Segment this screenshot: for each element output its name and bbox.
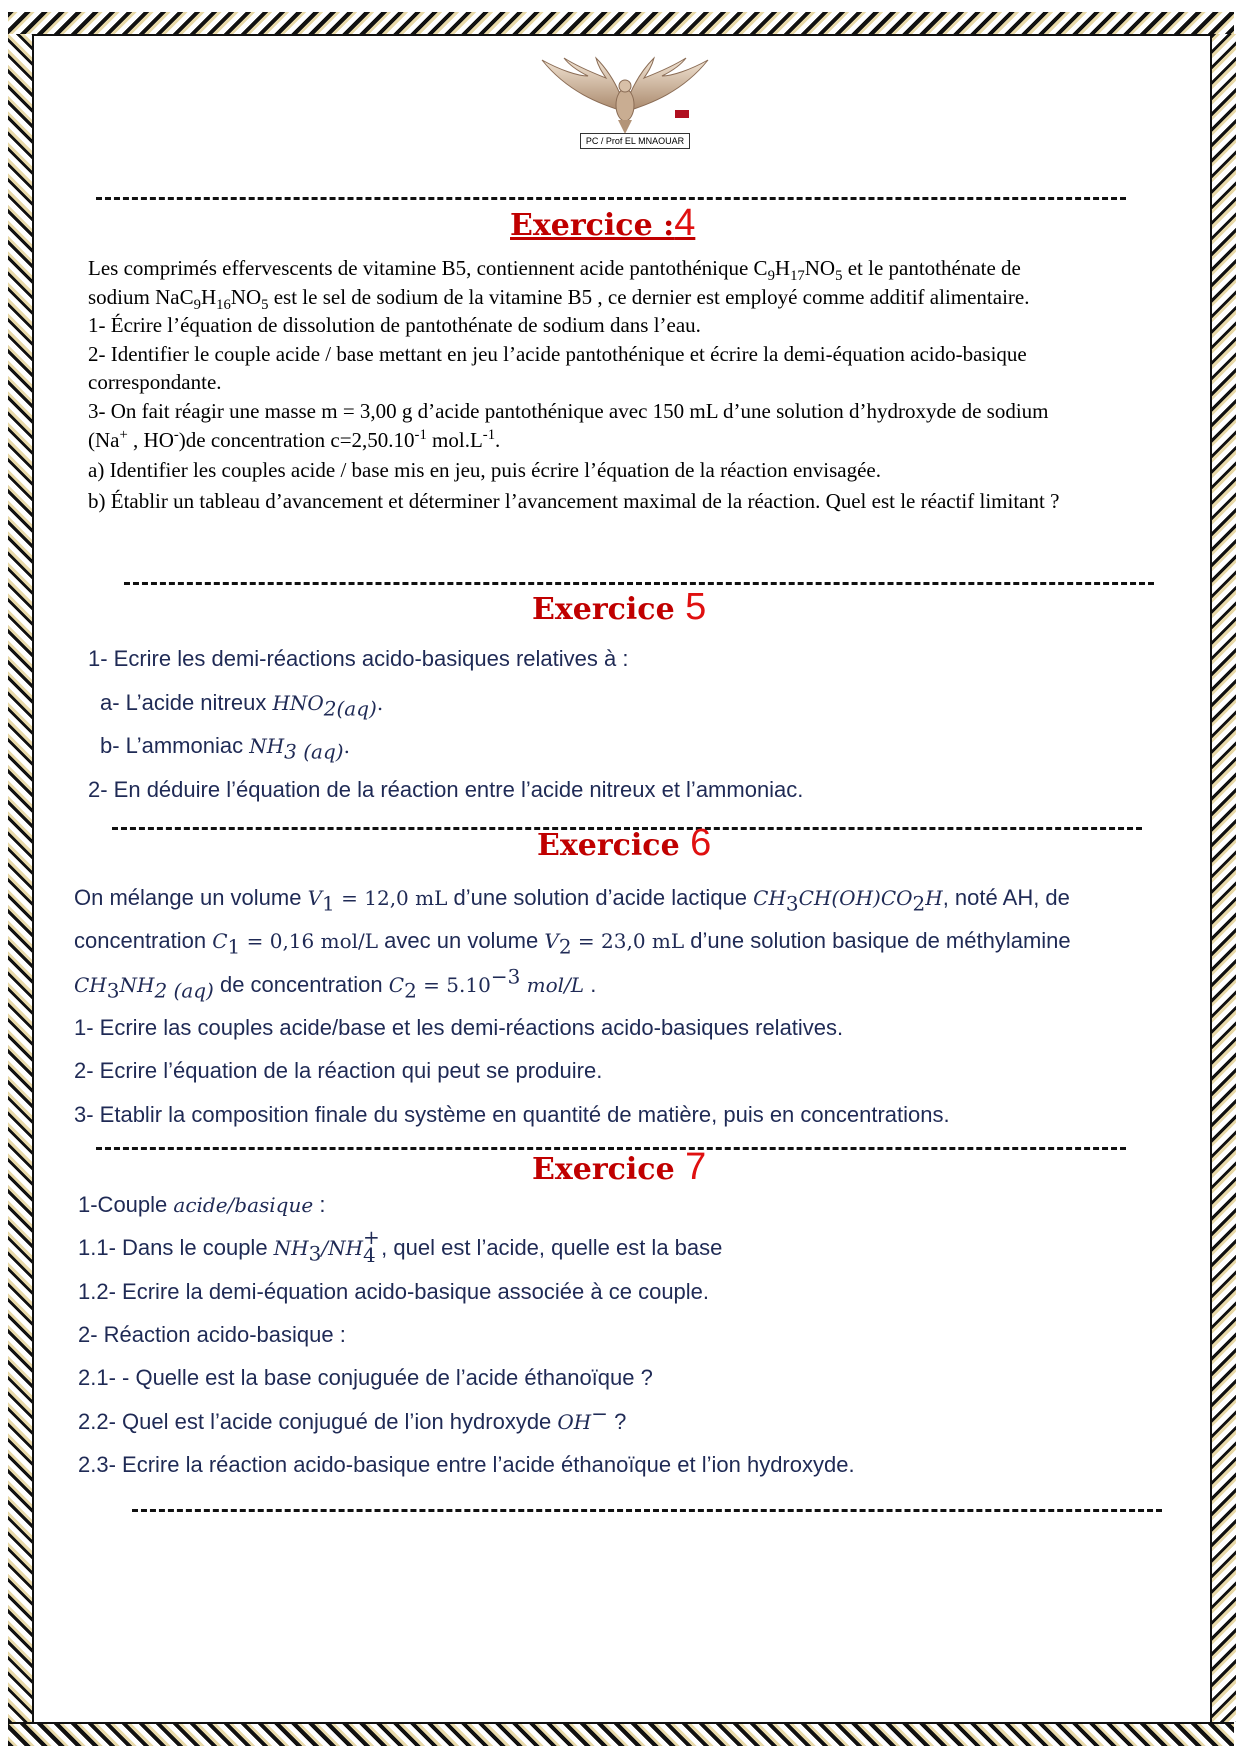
logo-caption: PC / Prof EL MNAOUAR <box>580 133 690 149</box>
exercise-number: 5 <box>685 586 707 628</box>
ex6-question-1: 1- Ecrire las couples acide/base et les demi-réactions acido-basiques relatives. <box>74 1015 844 1040</box>
ex5-question-a: a- L’acide nitreux $HNO_{2(aq)}$. <box>100 690 384 721</box>
exercise-label: Exercice <box>537 828 691 863</box>
exercise-7-title <box>532 1146 706 1189</box>
exercise-label: Exercice <box>532 1152 686 1187</box>
ex6-question-2: 2- Ecrire l’équation de la réaction qui peut se produire. <box>74 1058 603 1083</box>
ex6-line-1: On mélange un volume $V_1 = 12,0$ mL d’une solution d’acide lactique $CH_3CH(OH)CO_2H$, noté AH, de <box>74 885 1070 916</box>
exercise-5-title <box>532 586 706 629</box>
ex5-question-2: 2- En déduire l’équation de la réaction entre l’acide nitreux et l’ammoniac. <box>88 777 804 802</box>
exercise-4-body <box>88 254 1078 515</box>
ex7-line-5: 2.1- - Quelle est la base conjuguée de l’acide éthanoïque ? <box>78 1365 653 1390</box>
dashed-separator <box>124 582 1154 585</box>
ex7-line-4: 2- Réaction acido-basique : <box>78 1322 346 1347</box>
ex7-line-1: 1-Couple acide/basique : <box>78 1192 326 1217</box>
question-3: 3- On fait réagir une masse m = 3,00 g d’acide pantothénique avec 150 mL d’une solution d’hydroxyde de sodium (Na+ , HO-)de concentration $c=2,50.10^{-1}$ $mol.L^{-1}$. <box>88 398 1049 452</box>
exercise-number: 4 <box>674 202 696 244</box>
exercise-6-title <box>537 822 711 865</box>
question-2: 2- Identifier le couple acide / base mettant en jeu l’acide pantothénique et écrire la demi-équation acido-basique correspondante. <box>88 341 1027 395</box>
ex7-line-2: 1.1- Dans le couple $NH_3/NH$ + 4 , quel est l’acide, quelle est la base <box>78 1225 723 1267</box>
ex7-line-6: 2.2- Quel est l’acide conjugué de l’ion hydroxyde OH− ? <box>78 1401 627 1434</box>
question-b: b) Établir un tableau d’avancement et déterminer l’avancement maximal de la réaction. Quel est le réactif limitant ? <box>88 488 1060 513</box>
exercise-4-title <box>510 202 695 245</box>
ex7-line-7: 2.3- Ecrire la réaction acido-basique entre l’acide éthanoïque et l’ion hydroxyde. <box>78 1452 855 1477</box>
exercise-number: 7 <box>685 1146 707 1188</box>
question-a: a) Identifier les couples acide / base mis en jeu, puis écrire l’équation de la réaction envisagée. <box>88 458 881 483</box>
ex6-line-3: $CH_3NH_{2 (aq)}$ de concentration $C_2 = 5.10^{-3}$ mol/L . <box>74 964 597 1003</box>
border-top <box>8 12 1234 36</box>
ex5-question-b: b- L’ammoniac $NH_{3 (aq)}$. <box>100 733 350 764</box>
dashed-separator <box>96 197 1126 200</box>
question-1: 1- Écrire l’équation de dissolution de pantothénate de sodium dans l’eau. <box>88 313 701 338</box>
border-bottom <box>8 1722 1234 1746</box>
exercise-label: Exercice <box>532 592 686 627</box>
ex6-line-2: concentration $C_1 = 0,16$ mol/L avec un volume $V_2 = 23,0$ mL d’une solution basique de méthylamine <box>74 928 1071 959</box>
exercise-4-intro: Les comprimés effervescents de vitamine B5, contiennent acide pantothénique $C_9H_{17}NO_5$ et le pantothénate de sodium $NaC_9H_{16}NO_5$ est le sel de sodium de la vitamine B5 , ce dernier est employé comme additif alimentaire. <box>88 256 1030 313</box>
exercise-label: Exercice : <box>510 208 675 243</box>
border-left <box>8 34 34 1722</box>
ex5-question-1: 1- Ecrire les demi-réactions acido-basiques relatives à : <box>88 646 629 671</box>
exercise-number: 6 <box>690 822 712 864</box>
ex7-line-3: 1.2- Ecrire la demi-équation acido-basique associée à ce couple. <box>78 1279 710 1304</box>
ex6-question-3: 3- Etablir la composition finale du système en quantité de matière, puis en concentrations. <box>74 1102 950 1127</box>
dashed-separator <box>132 1509 1162 1512</box>
border-right <box>1210 34 1236 1722</box>
